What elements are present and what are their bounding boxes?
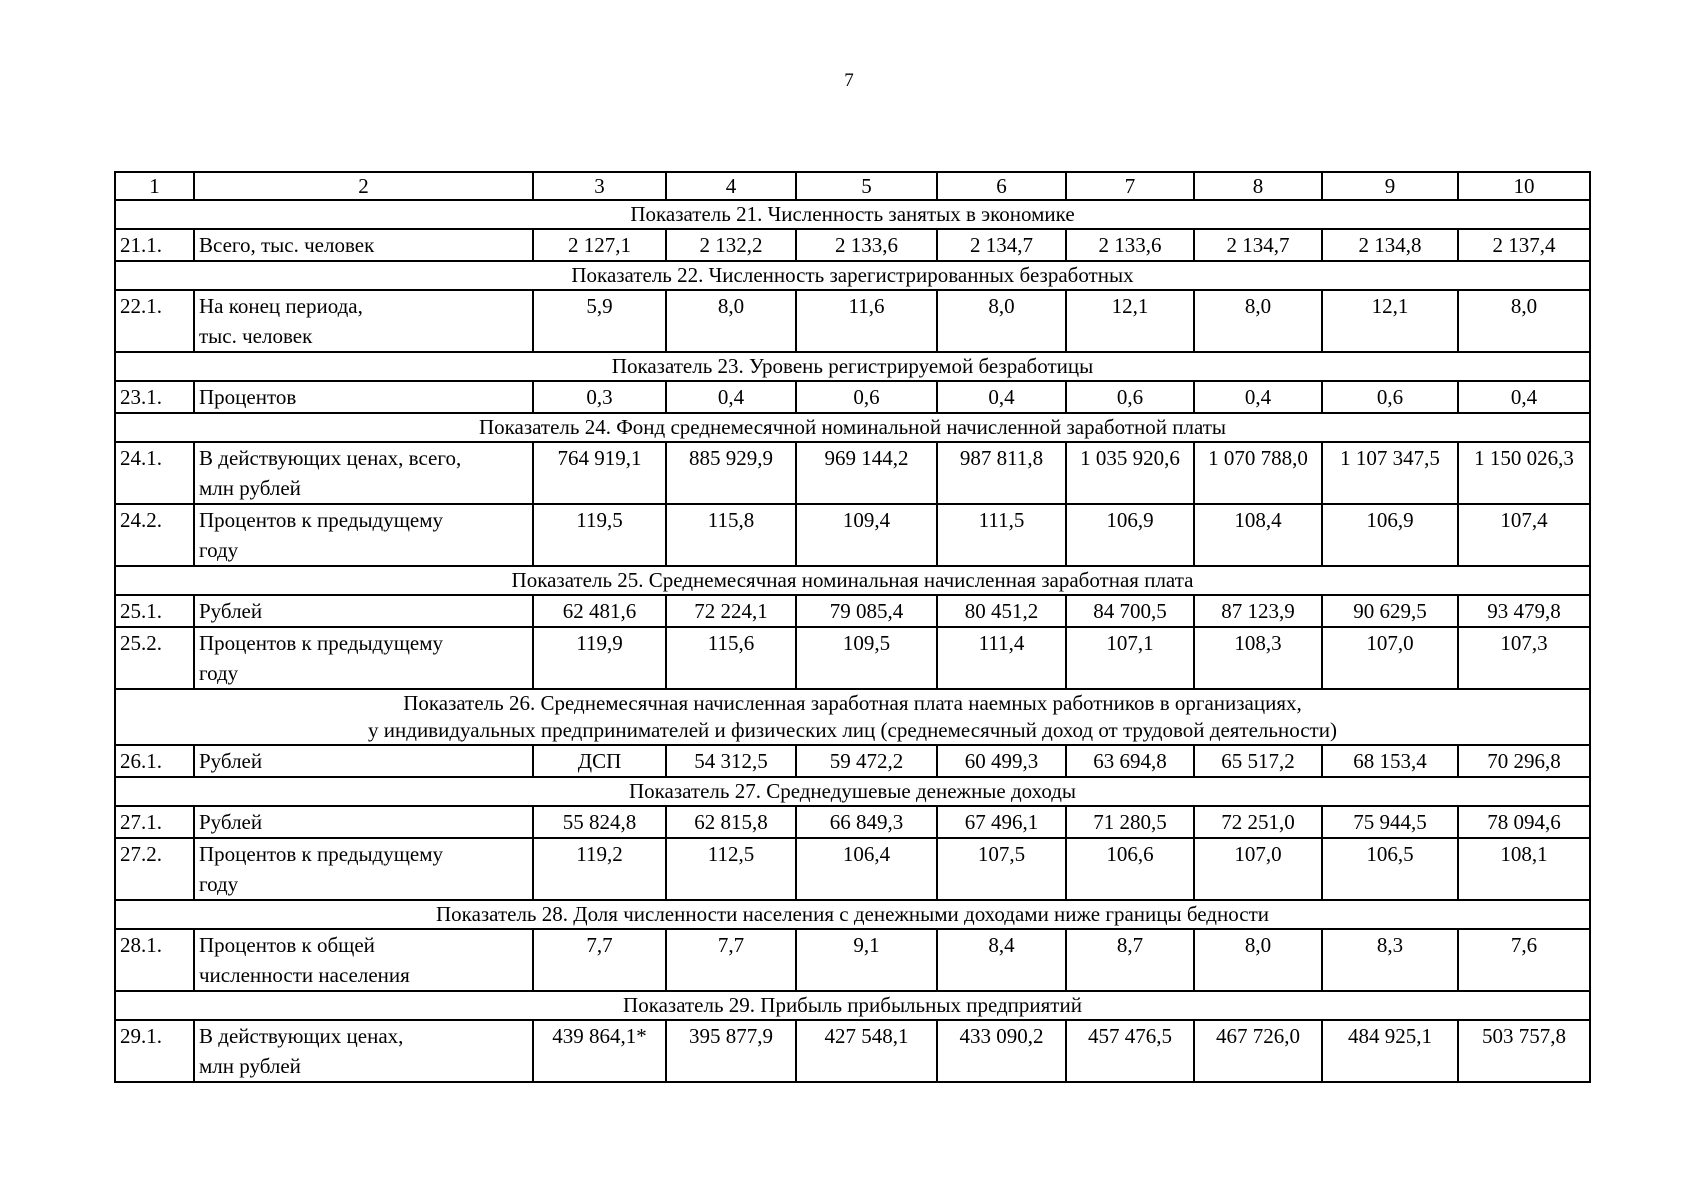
table-row (115, 745, 1590, 777)
row-number-cell: 27.2. (115, 838, 194, 900)
value-cell: 2 133,6 (1066, 229, 1194, 261)
row-label-line: Процентов к общей (199, 933, 375, 957)
section-header-row (115, 777, 1590, 806)
value-cell: 8,7 (1066, 929, 1194, 991)
value-cell: 80 451,2 (937, 595, 1066, 627)
row-label-line: Процентов (199, 385, 297, 409)
table-row (115, 1020, 1590, 1082)
value-cell: 54 312,5 (666, 745, 796, 777)
row-label-line: Процентов к предыдущему (199, 631, 444, 655)
section-title (115, 566, 1590, 595)
value-cell: 427 548,1 (796, 1020, 937, 1082)
value-cell: 8,0 (666, 290, 796, 352)
column-number-cell: 6 (937, 172, 1066, 200)
section-header-row (115, 352, 1590, 381)
value-cell: 106,6 (1066, 838, 1194, 900)
row-number-cell: 29.1. (115, 1020, 194, 1082)
value-cell: 467 726,0 (1194, 1020, 1322, 1082)
table-row (115, 838, 1590, 900)
value-cell: 457 476,5 (1066, 1020, 1194, 1082)
value-cell: 987 811,8 (937, 442, 1066, 504)
section-header-row (115, 413, 1590, 442)
row-label-cell (194, 745, 533, 777)
table-body (115, 172, 1590, 1082)
row-label-cell (194, 229, 533, 261)
row-number-cell: 21.1. (115, 229, 194, 261)
value-cell: 78 094,6 (1458, 806, 1590, 838)
value-cell: 79 085,4 (796, 595, 937, 627)
value-cell: 106,4 (796, 838, 937, 900)
column-number-cell: 1 (115, 172, 194, 200)
value-cell: 107,0 (1322, 627, 1458, 689)
value-cell: 885 929,9 (666, 442, 796, 504)
value-cell: 106,9 (1066, 504, 1194, 566)
value-cell: 70 296,8 (1458, 745, 1590, 777)
value-cell: 106,5 (1322, 838, 1458, 900)
row-label-line: Рублей (199, 810, 263, 834)
value-cell: 2 127,1 (533, 229, 666, 261)
value-cell: 5,9 (533, 290, 666, 352)
row-number-cell: 25.1. (115, 595, 194, 627)
section-title (115, 352, 1590, 381)
value-cell: 8,3 (1322, 929, 1458, 991)
section-title (115, 777, 1590, 806)
value-cell: 12,1 (1066, 290, 1194, 352)
table-row (115, 595, 1590, 627)
section-title-line: Показатель 21. Численность занятых в экономике (630, 202, 1075, 226)
row-label-line: Процентов к предыдущему (199, 508, 444, 532)
value-cell: 60 499,3 (937, 745, 1066, 777)
value-cell: 107,3 (1458, 627, 1590, 689)
row-number-cell: 23.1. (115, 381, 194, 413)
section-header-row (115, 261, 1590, 290)
value-cell: 7,7 (666, 929, 796, 991)
value-cell: 72 251,0 (1194, 806, 1322, 838)
section-header-row (115, 689, 1590, 745)
section-title-line: Показатель 28. Доля численности населения с денежными доходами ниже границы бедности (436, 902, 1269, 926)
value-cell: 11,6 (796, 290, 937, 352)
row-label-cell (194, 442, 533, 504)
row-label-line: Рублей (199, 599, 263, 623)
row-label-cell (194, 381, 533, 413)
table-row (115, 806, 1590, 838)
value-cell: 72 224,1 (666, 595, 796, 627)
value-cell: 0,4 (666, 381, 796, 413)
section-title (115, 900, 1590, 929)
section-title-line: Показатель 26. Среднемесячная начисленная заработная плата наемных работников в организациях, (403, 691, 1302, 715)
column-number-cell: 8 (1194, 172, 1322, 200)
section-title-line: Показатель 29. Прибыль прибыльных предприятий (623, 993, 1082, 1017)
table-row (115, 290, 1590, 352)
value-cell: 8,0 (1194, 290, 1322, 352)
value-cell: 111,5 (937, 504, 1066, 566)
section-title (115, 689, 1590, 745)
value-cell: 55 824,8 (533, 806, 666, 838)
section-title (115, 261, 1590, 290)
row-label-cell (194, 806, 533, 838)
value-cell: 119,5 (533, 504, 666, 566)
value-cell: 119,2 (533, 838, 666, 900)
row-label-cell (194, 838, 533, 900)
value-cell: ДСП (533, 745, 666, 777)
value-cell: 109,5 (796, 627, 937, 689)
value-cell: 108,4 (1194, 504, 1322, 566)
value-cell: 2 134,8 (1322, 229, 1458, 261)
value-cell: 111,4 (937, 627, 1066, 689)
value-cell: 106,9 (1322, 504, 1458, 566)
row-label-line: В действующих ценах, (199, 1024, 404, 1048)
column-number-row (115, 172, 1590, 200)
row-label-line: Рублей (199, 749, 263, 773)
value-cell: 7,7 (533, 929, 666, 991)
value-cell: 969 144,2 (796, 442, 937, 504)
value-cell: 12,1 (1322, 290, 1458, 352)
row-label-line: численности населения (199, 963, 410, 987)
row-label-cell (194, 595, 533, 627)
section-title-line: Показатель 22. Численность зарегистрированных безработных (571, 263, 1134, 287)
value-cell: 7,6 (1458, 929, 1590, 991)
value-cell: 63 694,8 (1066, 745, 1194, 777)
value-cell: 65 517,2 (1194, 745, 1322, 777)
value-cell: 8,4 (937, 929, 1066, 991)
value-cell: 0,4 (1458, 381, 1590, 413)
table-row (115, 504, 1590, 566)
page-number: 7 (844, 70, 854, 91)
value-cell: 62 815,8 (666, 806, 796, 838)
row-label-line: В действующих ценах, всего, (199, 446, 462, 470)
value-cell: 115,8 (666, 504, 796, 566)
value-cell: 9,1 (796, 929, 937, 991)
row-number-cell: 24.1. (115, 442, 194, 504)
row-label-line: году (199, 872, 239, 896)
table-row (115, 381, 1590, 413)
value-cell: 2 134,7 (937, 229, 1066, 261)
row-number-cell: 24.2. (115, 504, 194, 566)
value-cell: 1 070 788,0 (1194, 442, 1322, 504)
value-cell: 395 877,9 (666, 1020, 796, 1082)
row-label-line: млн рублей (199, 1054, 301, 1078)
value-cell: 503 757,8 (1458, 1020, 1590, 1082)
section-title-line: Показатель 27. Среднедушевые денежные доходы (628, 779, 1077, 803)
section-header-row (115, 991, 1590, 1020)
row-number-cell: 26.1. (115, 745, 194, 777)
value-cell: 59 472,2 (796, 745, 937, 777)
section-title (115, 200, 1590, 229)
value-cell: 107,4 (1458, 504, 1590, 566)
row-label-cell (194, 929, 533, 991)
value-cell: 0,4 (1194, 381, 1322, 413)
row-number-cell: 25.2. (115, 627, 194, 689)
section-title (115, 413, 1590, 442)
value-cell: 1 107 347,5 (1322, 442, 1458, 504)
section-title-line: Показатель 24. Фонд среднемесячной номинальной начисленной заработной платы (478, 415, 1227, 439)
value-cell: 71 280,5 (1066, 806, 1194, 838)
value-cell: 93 479,8 (1458, 595, 1590, 627)
column-number-cell: 10 (1458, 172, 1590, 200)
row-label-line: млн рублей (199, 476, 301, 500)
value-cell: 2 134,7 (1194, 229, 1322, 261)
column-number-cell: 7 (1066, 172, 1194, 200)
value-cell: 108,3 (1194, 627, 1322, 689)
value-cell: 0,6 (796, 381, 937, 413)
value-cell: 2 137,4 (1458, 229, 1590, 261)
value-cell: 0,3 (533, 381, 666, 413)
value-cell: 115,6 (666, 627, 796, 689)
row-label-line: На конец периода, (199, 294, 363, 318)
column-number-cell: 3 (533, 172, 666, 200)
value-cell: 0,6 (1322, 381, 1458, 413)
section-title-line: Показатель 23. Уровень регистрируемой безработицы (611, 354, 1094, 378)
section-header-row (115, 900, 1590, 929)
section-title-line: Показатель 25. Среднемесячная номинальная начисленная заработная плата (511, 568, 1194, 592)
value-cell: 2 132,2 (666, 229, 796, 261)
column-number-cell: 9 (1322, 172, 1458, 200)
value-cell: 66 849,3 (796, 806, 937, 838)
value-cell: 90 629,5 (1322, 595, 1458, 627)
value-cell: 108,1 (1458, 838, 1590, 900)
value-cell: 8,0 (937, 290, 1066, 352)
value-cell: 67 496,1 (937, 806, 1066, 838)
section-title (115, 991, 1590, 1020)
table-row (115, 929, 1590, 991)
value-cell: 2 133,6 (796, 229, 937, 261)
table-row (115, 442, 1590, 504)
value-cell: 8,0 (1194, 929, 1322, 991)
column-number-cell: 5 (796, 172, 937, 200)
value-cell: 1 035 920,6 (1066, 442, 1194, 504)
value-cell: 109,4 (796, 504, 937, 566)
section-title-line: у индивидуальных предпринимателей и физических лиц (среднемесячный доход от трудовой деятельности) (368, 718, 1337, 742)
row-label-line: Процентов к предыдущему (199, 842, 444, 866)
section-header-row (115, 566, 1590, 595)
column-number-cell: 2 (194, 172, 533, 200)
row-label-line: тыс. человек (199, 324, 313, 348)
row-number-cell: 28.1. (115, 929, 194, 991)
row-number-cell: 27.1. (115, 806, 194, 838)
value-cell: 439 864,1* (533, 1020, 666, 1082)
value-cell: 107,1 (1066, 627, 1194, 689)
row-label-cell (194, 504, 533, 566)
value-cell: 107,0 (1194, 838, 1322, 900)
value-cell: 1 150 026,3 (1458, 442, 1590, 504)
column-number-cell: 4 (666, 172, 796, 200)
value-cell: 107,5 (937, 838, 1066, 900)
value-cell: 0,6 (1066, 381, 1194, 413)
value-cell: 484 925,1 (1322, 1020, 1458, 1082)
value-cell: 433 090,2 (937, 1020, 1066, 1082)
row-label-line: Всего, тыс. человек (199, 233, 375, 257)
value-cell: 119,9 (533, 627, 666, 689)
table-row (115, 229, 1590, 261)
value-cell: 68 153,4 (1322, 745, 1458, 777)
indicators-table (114, 171, 1591, 1083)
value-cell: 87 123,9 (1194, 595, 1322, 627)
row-label-line: году (199, 538, 239, 562)
value-cell: 764 919,1 (533, 442, 666, 504)
row-number-cell: 22.1. (115, 290, 194, 352)
value-cell: 62 481,6 (533, 595, 666, 627)
row-label-cell (194, 290, 533, 352)
value-cell: 75 944,5 (1322, 806, 1458, 838)
value-cell: 84 700,5 (1066, 595, 1194, 627)
value-cell: 112,5 (666, 838, 796, 900)
table-row (115, 627, 1590, 689)
value-cell: 0,4 (937, 381, 1066, 413)
section-header-row (115, 200, 1590, 229)
row-label-cell (194, 1020, 533, 1082)
row-label-cell (194, 627, 533, 689)
value-cell: 8,0 (1458, 290, 1590, 352)
row-label-line: году (199, 661, 239, 685)
